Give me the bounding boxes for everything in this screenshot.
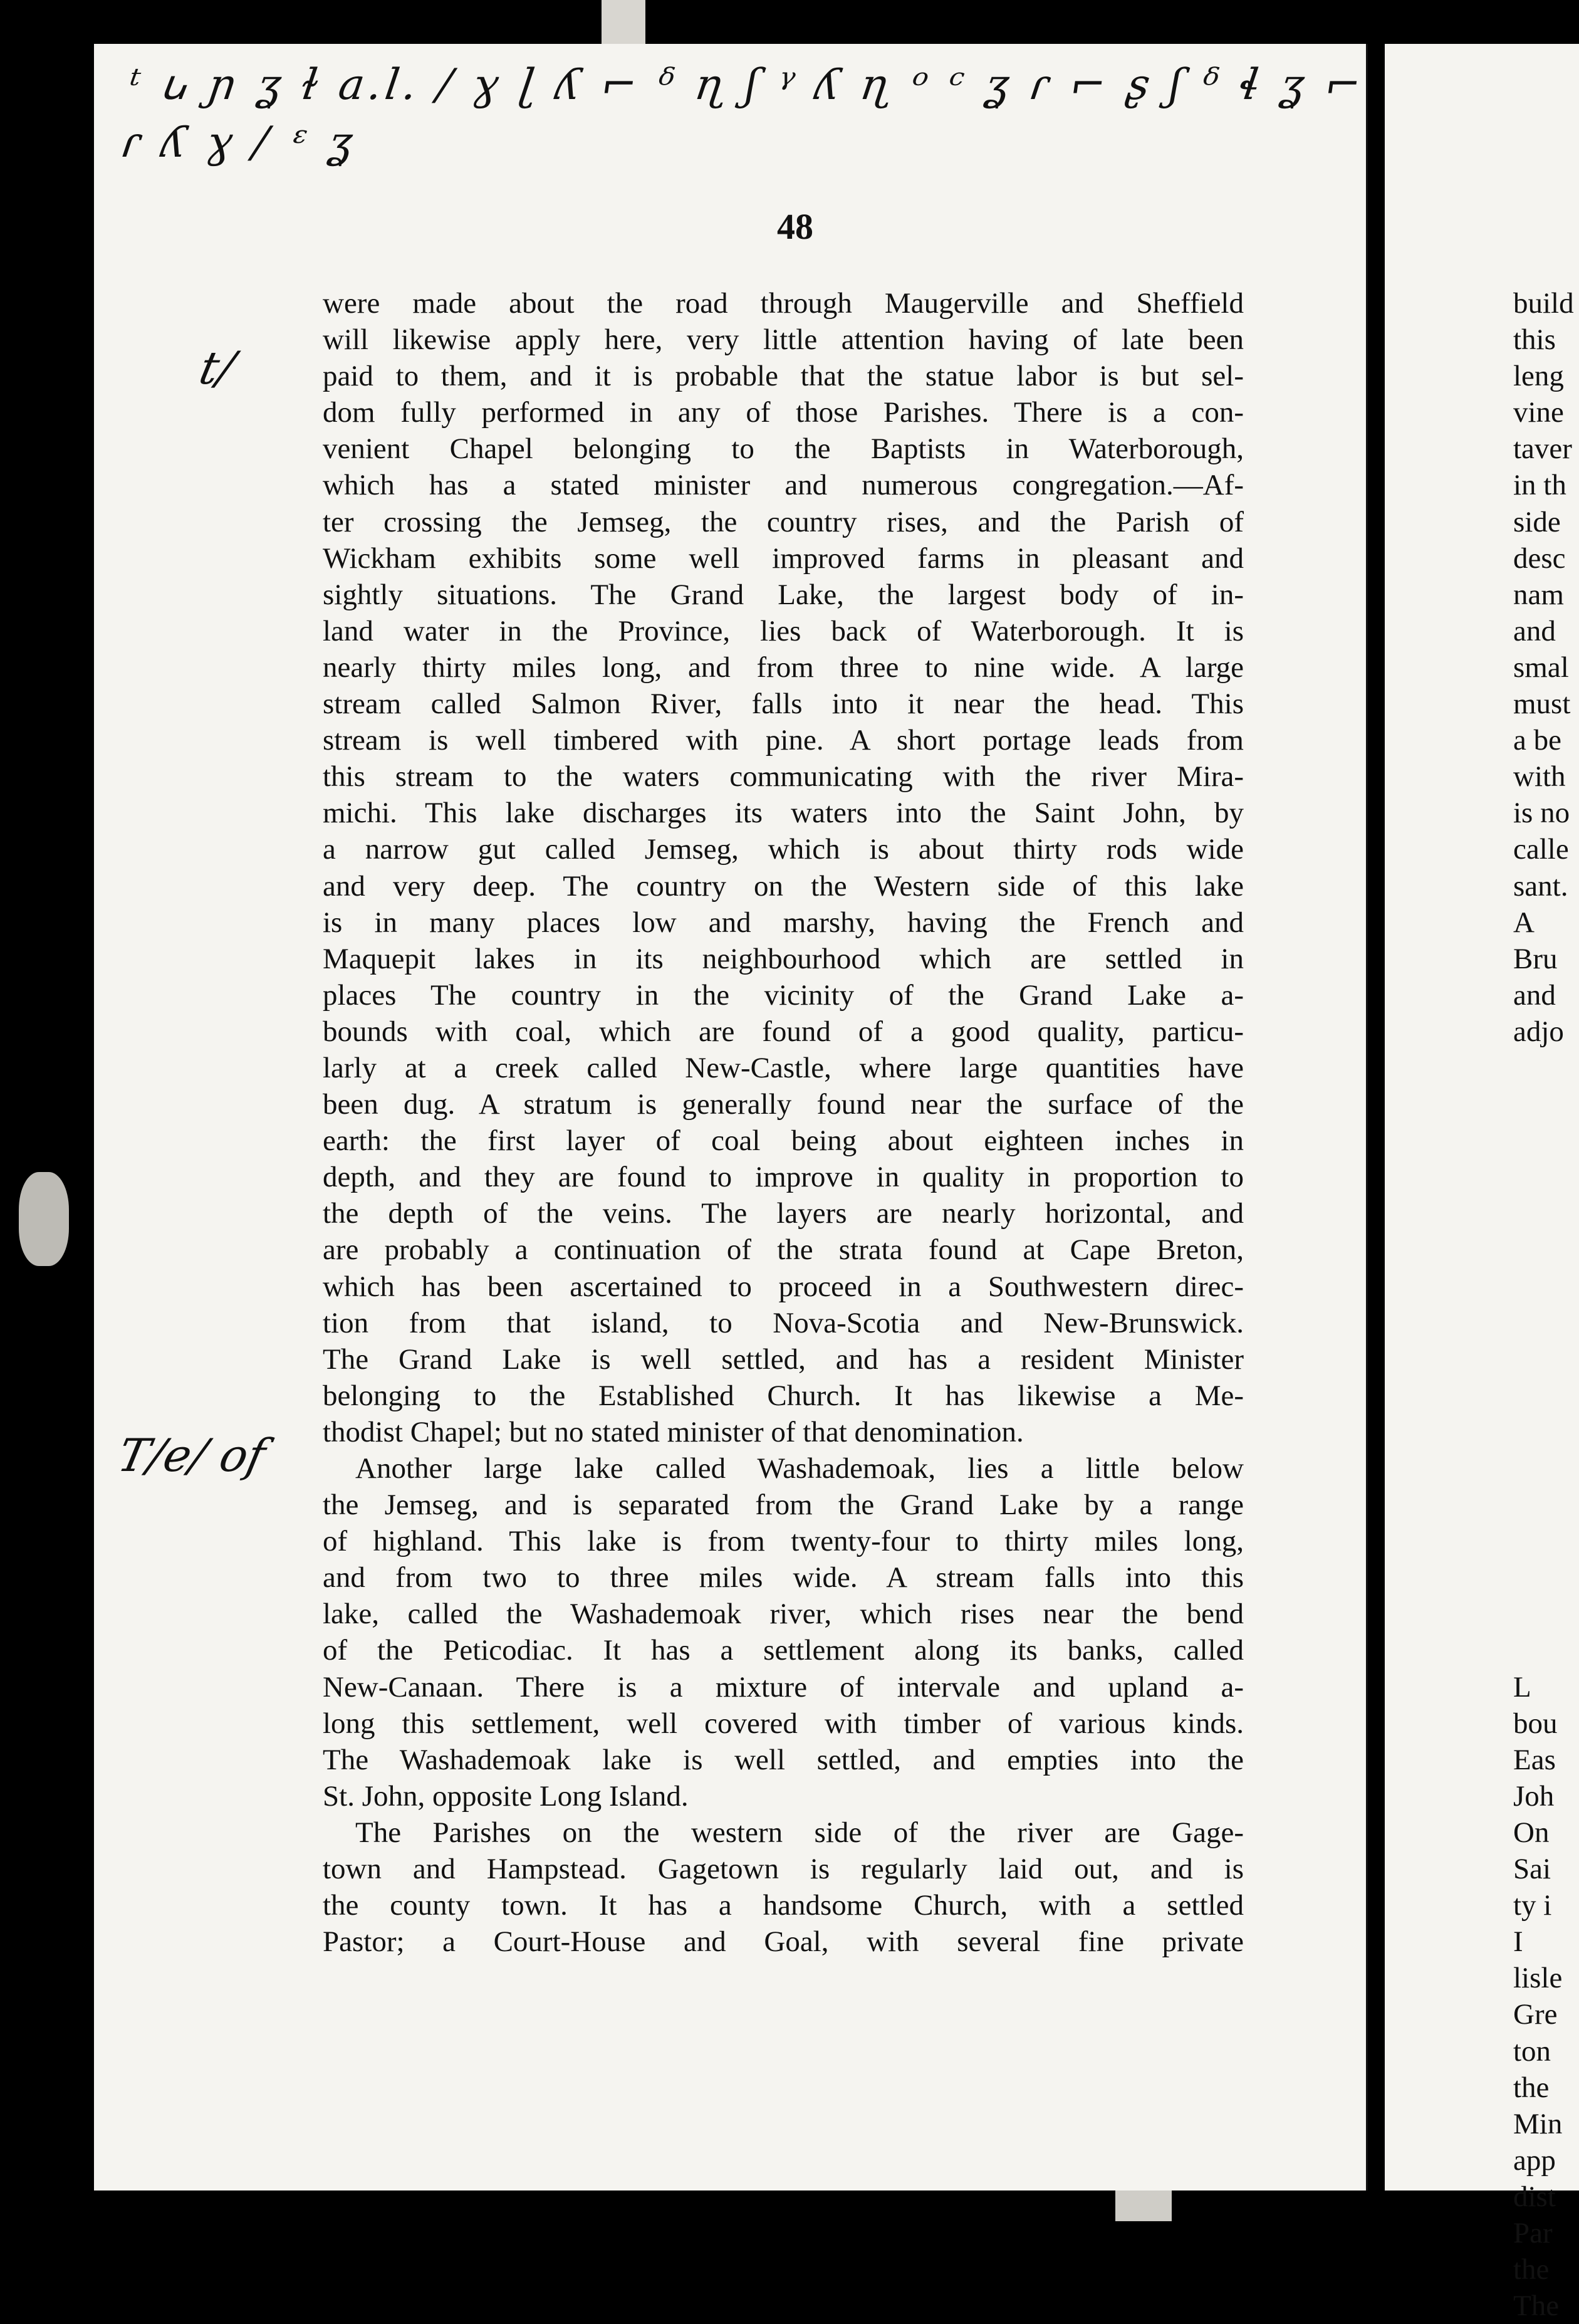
right-text-line: the xyxy=(1513,2253,1550,2286)
right-text-line: smal xyxy=(1513,651,1569,684)
text-line: which has been ascertained to proceed in a Southwestern direc- xyxy=(323,1270,1244,1303)
right-text-line: app xyxy=(1513,2143,1556,2177)
right-text-line xyxy=(1513,1559,1579,1596)
right-text-line: and xyxy=(1513,978,1556,1012)
right-text-line: Par xyxy=(1513,2216,1553,2249)
right-text-line: side xyxy=(1513,505,1561,538)
text-line: larly at a creek called New-Castle, where large quantities have xyxy=(323,1051,1244,1084)
text-line: were made about the road through Maugerville and Sheffield xyxy=(323,287,1244,320)
text-line: sightly situations. The Grand Lake, the largest body of in- xyxy=(323,578,1244,611)
right-text-line: this xyxy=(1513,323,1556,357)
right-text-line: ty i xyxy=(1513,1889,1552,1922)
right-text-line xyxy=(1513,1195,1579,1232)
right-text-line xyxy=(1513,1341,1579,1378)
right-text-line: The xyxy=(1513,2290,1560,2323)
text-line: depth, and they are found to improve in quality in proportion to xyxy=(323,1161,1244,1194)
right-text-line: adjo xyxy=(1513,1015,1564,1048)
text-line: dom fully performed in any of those Parishes. There is a con- xyxy=(323,396,1244,429)
text-line: St. John, opposite Long Island. xyxy=(323,1779,689,1813)
right-text-line: dist xyxy=(1513,2180,1556,2213)
right-text-line: bou xyxy=(1513,1707,1558,1740)
right-text-line: calle xyxy=(1513,833,1569,866)
right-text-line xyxy=(1513,1050,1579,1086)
text-line: The Grand Lake is well settled, and has a resident Minister xyxy=(323,1343,1244,1376)
text-line: The Parishes on the western side of the river are Gage- xyxy=(355,1816,1244,1849)
text-line: places The country in the vicinity of the Grand Lake a- xyxy=(323,978,1244,1012)
right-text-line xyxy=(1513,1305,1579,1341)
page-number: 48 xyxy=(777,206,813,247)
margin-note-upper: t/ xyxy=(195,342,240,394)
right-page-text xyxy=(1513,285,1579,2324)
text-line: been dug. A stratum is generally found near the surface of the xyxy=(323,1088,1244,1121)
text-line: town and Hampstead. Gagetown is regularly laid out, and is xyxy=(323,1853,1244,1886)
right-text-line: leng xyxy=(1513,360,1564,393)
right-text-line xyxy=(1513,1086,1579,1123)
right-text-line: desc xyxy=(1513,542,1566,575)
right-text-line: Gre xyxy=(1513,1998,1558,2031)
right-text-line: On xyxy=(1513,1816,1550,1849)
text-line: venient Chapel belonging to the Baptists in Waterborough, xyxy=(323,432,1244,466)
right-text-line xyxy=(1513,1232,1579,1268)
text-line: ter crossing the Jemseg, the country rises, and the Parish of xyxy=(323,505,1244,538)
text-line: of the Peticodiac. It has a settlement along its banks, called xyxy=(323,1634,1244,1667)
right-text-line: Min xyxy=(1513,2107,1563,2140)
right-text-line: L xyxy=(1513,1670,1531,1704)
right-text-line: build xyxy=(1513,287,1574,320)
binding-notch xyxy=(602,0,645,44)
right-text-line xyxy=(1513,1487,1579,1523)
right-text-line: lisle xyxy=(1513,1962,1563,1995)
right-text-line: Eas xyxy=(1513,1743,1556,1776)
right-text-line: Joh xyxy=(1513,1779,1555,1813)
text-line: the depth of the veins. The layers are nearly horizontal, and xyxy=(323,1197,1244,1230)
right-text-line: nam xyxy=(1513,578,1564,611)
right-text-line xyxy=(1513,1414,1579,1450)
text-line: and from two to three miles wide. A stream falls into this xyxy=(323,1561,1244,1594)
handwritten-annotation xyxy=(117,56,1368,172)
text-line: thodist Chapel; but no stated minister of that denomination. xyxy=(323,1415,1024,1448)
text-line: michi. This lake discharges its waters into the Saint John, by xyxy=(323,797,1244,830)
text-line: lake, called the Washademoak river, which rises near the bend xyxy=(323,1598,1244,1631)
right-text-line: in th xyxy=(1513,469,1566,502)
right-text-line xyxy=(1513,1123,1579,1159)
text-line: are probably a continuation of the strata found at Cape Breton, xyxy=(323,1233,1244,1267)
right-text-line: Sai xyxy=(1513,1853,1551,1886)
text-line: the county town. It has a handsome Church, with a settled xyxy=(323,1889,1244,1922)
text-line: this stream to the waters communicating with the river Mira- xyxy=(323,760,1244,793)
handwriting-line-1: ᵗ ꭎ ɲ ʓ ɫ a.l. / ɣ ɭ ʎ ⌐ ᵟ ɳ ʃ ᵞ ʎ ɳ ᵒ ᶜ ʓ ɾ ⌐ ʂ ʃ ᵟ ɬ ʓ ⌐ xyxy=(125,60,1368,110)
text-line: paid to them, and it is probable that the statue labor is but sel- xyxy=(323,360,1244,393)
text-line: Pastor; a Court-House and Goal, with several fine private xyxy=(323,1925,1244,1959)
text-line: tion from that island, to Nova-Scotia and New-Brunswick. xyxy=(323,1306,1244,1339)
right-text-line: Bru xyxy=(1513,942,1558,975)
right-text-line: and xyxy=(1513,614,1556,647)
right-text-line xyxy=(1513,1269,1579,1305)
right-text-line: A xyxy=(1513,906,1535,939)
text-line: New-Canaan. There is a mixture of intervale and upland a- xyxy=(323,1670,1244,1704)
body-text xyxy=(323,285,1244,1960)
right-text-line xyxy=(1513,1632,1579,1668)
text-line: belonging to the Established Church. It has likewise a Me- xyxy=(323,1379,1244,1412)
text-line: which has a stated minister and numerous congregation.—Af- xyxy=(323,469,1244,502)
text-line: a narrow gut called Jemseg, which is about thirty rods wide xyxy=(323,833,1244,866)
right-text-line xyxy=(1513,1523,1579,1559)
text-line: the Jemseg, and is separated from the Grand Lake by a range xyxy=(323,1489,1244,1522)
text-line: is in many places low and marshy, having the French and xyxy=(323,906,1244,939)
text-line: long this settlement, well covered with timber of various kinds. xyxy=(323,1707,1244,1740)
right-text-line xyxy=(1513,1159,1579,1195)
right-text-line: vine xyxy=(1513,396,1564,429)
right-text-line: is no xyxy=(1513,797,1570,830)
right-text-line: with xyxy=(1513,760,1566,793)
text-line: stream called Salmon River, falls into it near the head. This xyxy=(323,688,1244,721)
right-text-line: taver xyxy=(1513,432,1572,466)
right-text-line xyxy=(1513,1596,1579,1632)
page-edge-stain xyxy=(19,1172,69,1266)
right-text-line: must xyxy=(1513,688,1571,721)
text-line: The Washademoak lake is well settled, and empties into the xyxy=(323,1743,1244,1776)
text-line: and very deep. The country on the Western side of this lake xyxy=(323,869,1244,903)
text-line: Maquepit lakes in its neighbourhood which are settled in xyxy=(323,942,1244,975)
right-text-line: ton xyxy=(1513,2034,1551,2068)
right-text-line: sant. xyxy=(1513,869,1568,903)
text-line: will likewise apply here, very little attention having of late been xyxy=(323,323,1244,357)
text-line: earth: the first layer of coal being about eighteen inches in xyxy=(323,1124,1244,1158)
handwriting-line-2: ɾ ʎ ɣ / ᵋ ʓ xyxy=(118,118,360,167)
text-line: nearly thirty miles long, and from three to nine wide. A large xyxy=(323,651,1244,684)
margin-note-lower: T/e/ of xyxy=(113,1429,270,1482)
right-text-line: I xyxy=(1513,1925,1523,1959)
text-line: Wickham exhibits some well improved farms in pleasant and xyxy=(323,542,1244,575)
text-line: stream is well timbered with pine. A short portage leads from xyxy=(323,724,1244,757)
right-text-line xyxy=(1513,1378,1579,1414)
right-text-line xyxy=(1513,1450,1579,1487)
right-text-line: a be xyxy=(1513,724,1561,757)
text-line: Another large lake called Washademoak, lies a little below xyxy=(355,1452,1244,1485)
text-line: land water in the Province, lies back of Waterborough. It is xyxy=(323,614,1244,647)
text-line: bounds with coal, which are found of a good quality, particu- xyxy=(323,1015,1244,1048)
right-text-line: the xyxy=(1513,2071,1550,2104)
text-line: of highland. This lake is from twenty-four to thirty miles long, xyxy=(323,1525,1244,1558)
